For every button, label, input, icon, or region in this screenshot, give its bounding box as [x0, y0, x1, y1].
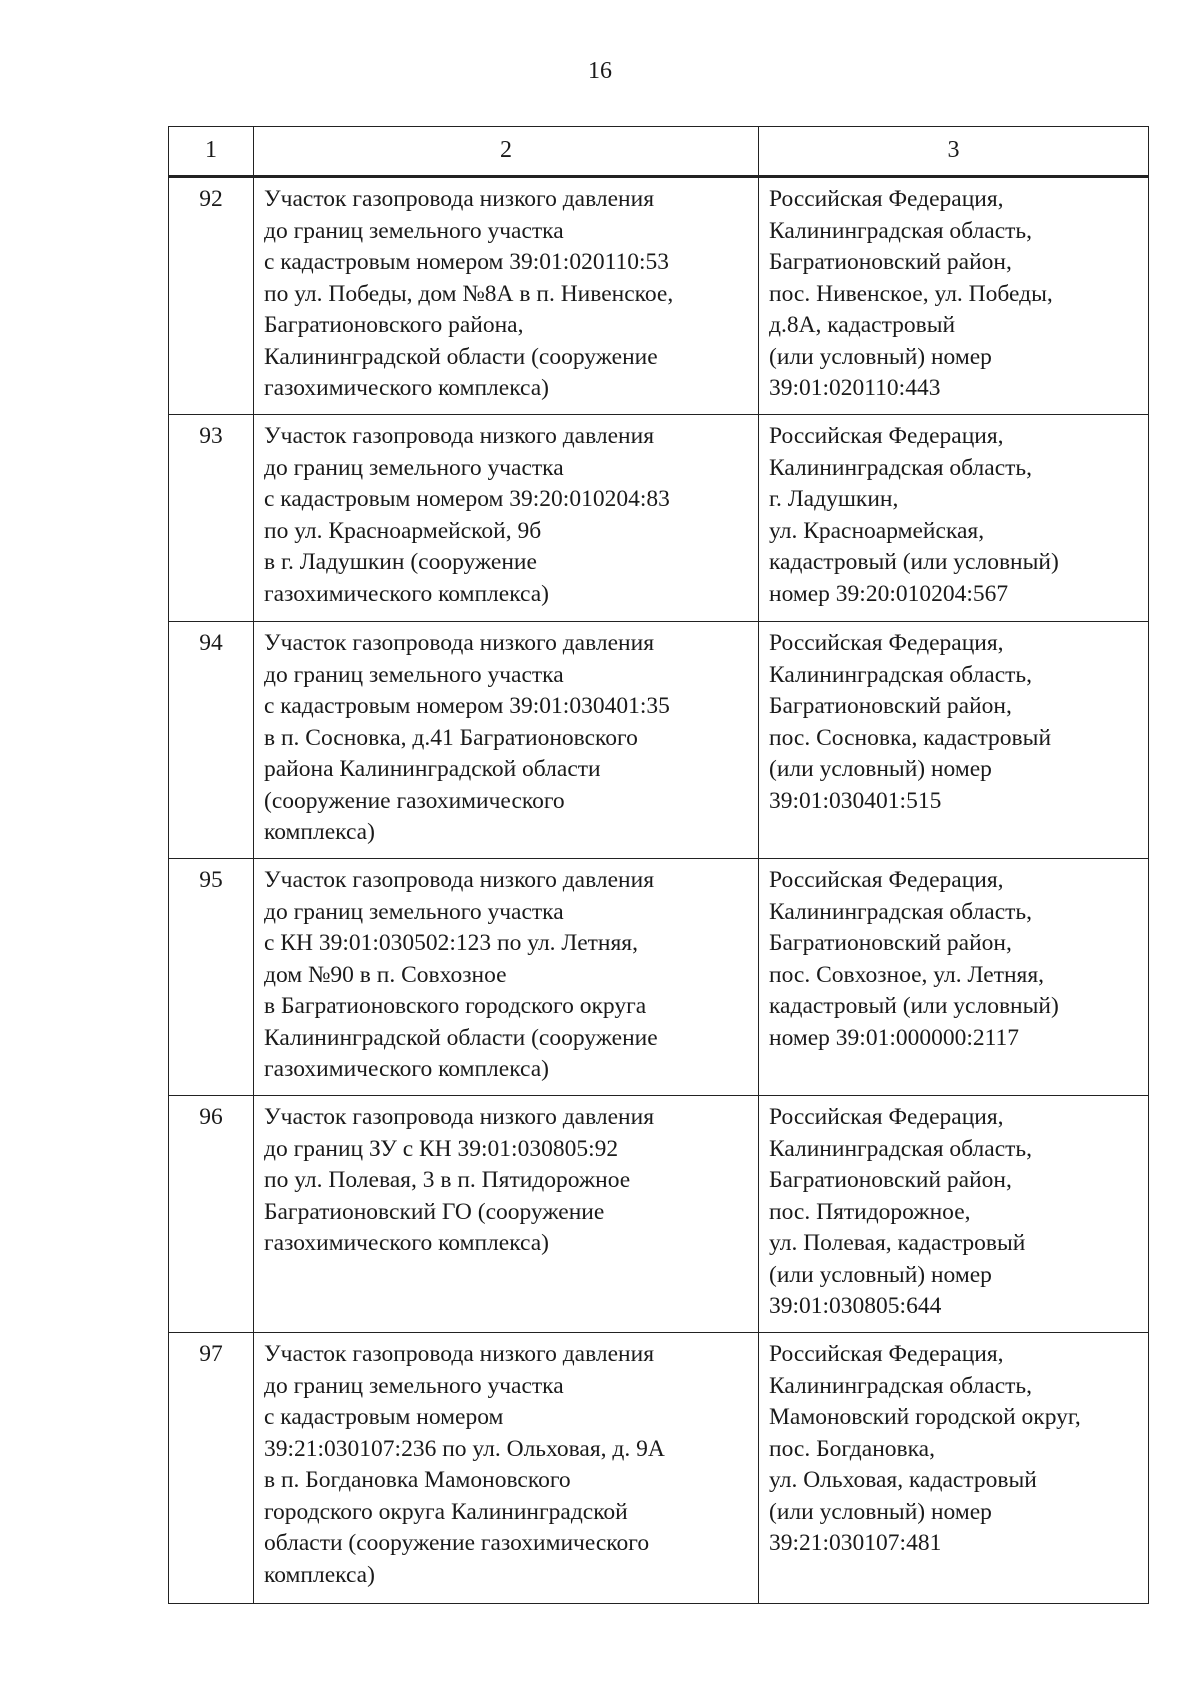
- text-line: (или условный) номер: [769, 1498, 992, 1525]
- text-line: ул. Полевая, кадастровый: [769, 1230, 1026, 1256]
- text-line: пос. Пятидорожное,: [769, 1198, 971, 1225]
- text-line: номер 39:20:010204:567: [769, 580, 1009, 607]
- text-line: 39:21:030107:481: [769, 1530, 942, 1556]
- text-line: кадастровый (или условный): [769, 993, 1059, 1019]
- column-header-2: 2: [254, 127, 759, 177]
- text-line: Калининградская область,: [769, 1372, 1032, 1399]
- text-line: 39:21:030107:236 по ул. Ольховая, д. 9А: [264, 1435, 665, 1462]
- text-line: с кадастровым номером 39:01:020110:53: [264, 249, 669, 275]
- text-line: городского округа Калининградской: [264, 1498, 628, 1525]
- text-line: до границ земельного участка: [264, 217, 564, 244]
- text-line: пос. Богдановка,: [769, 1435, 935, 1462]
- object-description: [254, 859, 759, 1096]
- text-line: Калининградской области (сооружение: [264, 1024, 658, 1051]
- text-line: Багратионовский район,: [769, 249, 1012, 275]
- row-number: 97: [169, 1333, 254, 1604]
- text-line: в п. Сосновка, д.41 Багратионовского: [264, 724, 638, 751]
- text-line: кадастровый (или условный): [769, 549, 1059, 575]
- table-row: [169, 622, 1149, 859]
- text-line: газохимического комплекса): [264, 580, 550, 607]
- table-row: [169, 415, 1149, 622]
- text-line: Калининградская область,: [769, 217, 1032, 244]
- text-line: Багратионовский район,: [769, 930, 1012, 956]
- text-line: (или условный) номер: [769, 1261, 992, 1288]
- text-line: Калининградская область,: [769, 454, 1032, 481]
- text-line: Российская Федерация,: [769, 867, 1004, 893]
- text-line: Багратионовский район,: [769, 1167, 1012, 1193]
- object-description: [254, 177, 759, 415]
- text-line: пос. Сосновка, кадастровый: [769, 724, 1052, 751]
- text-line: г. Ладушкин,: [769, 486, 899, 512]
- text-line: с кадастровым номером: [264, 1404, 504, 1430]
- text-line: по ул. Полевая, 3 в п. Пятидорожное: [264, 1167, 631, 1193]
- text-line: до границ земельного участка: [264, 898, 564, 925]
- text-line: Калининградской области (сооружение: [264, 343, 658, 370]
- text-line: по ул. Победы, дом №8А в п. Нивенское,: [264, 280, 674, 307]
- object-description: [254, 1096, 759, 1333]
- row-number: 95: [169, 859, 254, 1096]
- object-address: [759, 415, 1149, 622]
- text-line: в г. Ладушкин (сооружение: [264, 549, 537, 575]
- text-line: Багратионовский район,: [769, 693, 1012, 719]
- text-line: в п. Богдановка Мамоновского: [264, 1467, 571, 1493]
- text-line: до границ земельного участка: [264, 454, 564, 481]
- text-line: по ул. Красноармейской, 9б: [264, 517, 542, 544]
- table-header-row: [169, 127, 1149, 177]
- text-line: (или условный) номер: [769, 756, 992, 782]
- text-line: района Калининградской области: [264, 756, 601, 782]
- text-line: комплекса): [264, 1561, 375, 1588]
- text-line: (или условный) номер: [769, 343, 992, 370]
- text-line: с КН 39:01:030502:123 по ул. Летняя,: [264, 930, 638, 956]
- text-line: 39:01:020110:443: [769, 375, 941, 401]
- text-line: Российская Федерация,: [769, 1341, 1004, 1367]
- table-row: [169, 1333, 1149, 1604]
- text-line: Калининградская область,: [769, 1135, 1032, 1162]
- row-number: 93: [169, 415, 254, 622]
- row-number: 96: [169, 1096, 254, 1333]
- text-line: пос. Нивенское, ул. Победы,: [769, 280, 1053, 307]
- table-row: [169, 859, 1149, 1096]
- row-number: 94: [169, 622, 254, 859]
- text-line: области (сооружение газохимического: [264, 1530, 650, 1556]
- object-address: [759, 622, 1149, 859]
- text-line: до границ ЗУ с КН 39:01:030805:92: [264, 1135, 619, 1162]
- text-line: (сооружение газохимического: [264, 787, 565, 814]
- object-description: [254, 1333, 759, 1604]
- table-row: [169, 1096, 1149, 1333]
- text-line: Участок газопровода низкого давления: [264, 867, 655, 893]
- text-line: Российская Федерация,: [769, 423, 1004, 449]
- column-header-1: 1: [169, 127, 254, 177]
- text-line: Багратионовский ГО (сооружение: [264, 1198, 605, 1225]
- text-line: газохимического комплекса): [264, 1230, 550, 1256]
- text-line: до границ земельного участка: [264, 661, 564, 688]
- object-address: [759, 859, 1149, 1096]
- object-address: [759, 177, 1149, 415]
- text-line: с кадастровым номером 39:20:010204:83: [264, 486, 670, 512]
- text-line: ул. Ольховая, кадастровый: [769, 1467, 1037, 1493]
- text-line: Участок газопровода низкого давления: [264, 186, 655, 212]
- text-line: газохимического комплекса): [264, 375, 550, 401]
- text-line: Участок газопровода низкого давления: [264, 423, 655, 449]
- text-line: до границ земельного участка: [264, 1372, 564, 1399]
- text-line: Участок газопровода низкого давления: [264, 1341, 655, 1367]
- property-table: [168, 126, 1149, 1604]
- object-description: [254, 622, 759, 859]
- text-line: Российская Федерация,: [769, 186, 1004, 212]
- text-line: Калининградская область,: [769, 661, 1032, 688]
- text-line: пос. Совхозное, ул. Летняя,: [769, 961, 1045, 988]
- text-line: Участок газопровода низкого давления: [264, 630, 655, 656]
- text-line: Багратионовского района,: [264, 312, 524, 338]
- text-line: в Багратионовского городского округа: [264, 993, 647, 1019]
- text-line: газохимического комплекса): [264, 1056, 550, 1082]
- text-line: комплекса): [264, 819, 375, 845]
- text-line: Мамоновский городской округ,: [769, 1404, 1081, 1430]
- table-row: [169, 177, 1149, 415]
- text-line: дом №90 в п. Совхозное: [264, 961, 507, 988]
- text-line: ул. Красноармейская,: [769, 517, 985, 544]
- object-description: [254, 415, 759, 622]
- page-number: 16: [588, 58, 612, 84]
- text-line: номер 39:01:000000:2117: [769, 1024, 1020, 1051]
- text-line: Участок газопровода низкого давления: [264, 1104, 655, 1130]
- object-address: [759, 1096, 1149, 1333]
- text-line: с кадастровым номером 39:01:030401:35: [264, 693, 670, 719]
- text-line: Российская Федерация,: [769, 630, 1004, 656]
- object-address: [759, 1333, 1149, 1604]
- text-line: Калининградская область,: [769, 898, 1032, 925]
- column-header-3: 3: [759, 127, 1149, 177]
- text-line: 39:01:030805:644: [769, 1293, 942, 1319]
- text-line: д.8А, кадастровый: [769, 312, 956, 338]
- text-line: Российская Федерация,: [769, 1104, 1004, 1130]
- text-line: 39:01:030401:515: [769, 787, 942, 814]
- row-number: 92: [169, 177, 254, 415]
